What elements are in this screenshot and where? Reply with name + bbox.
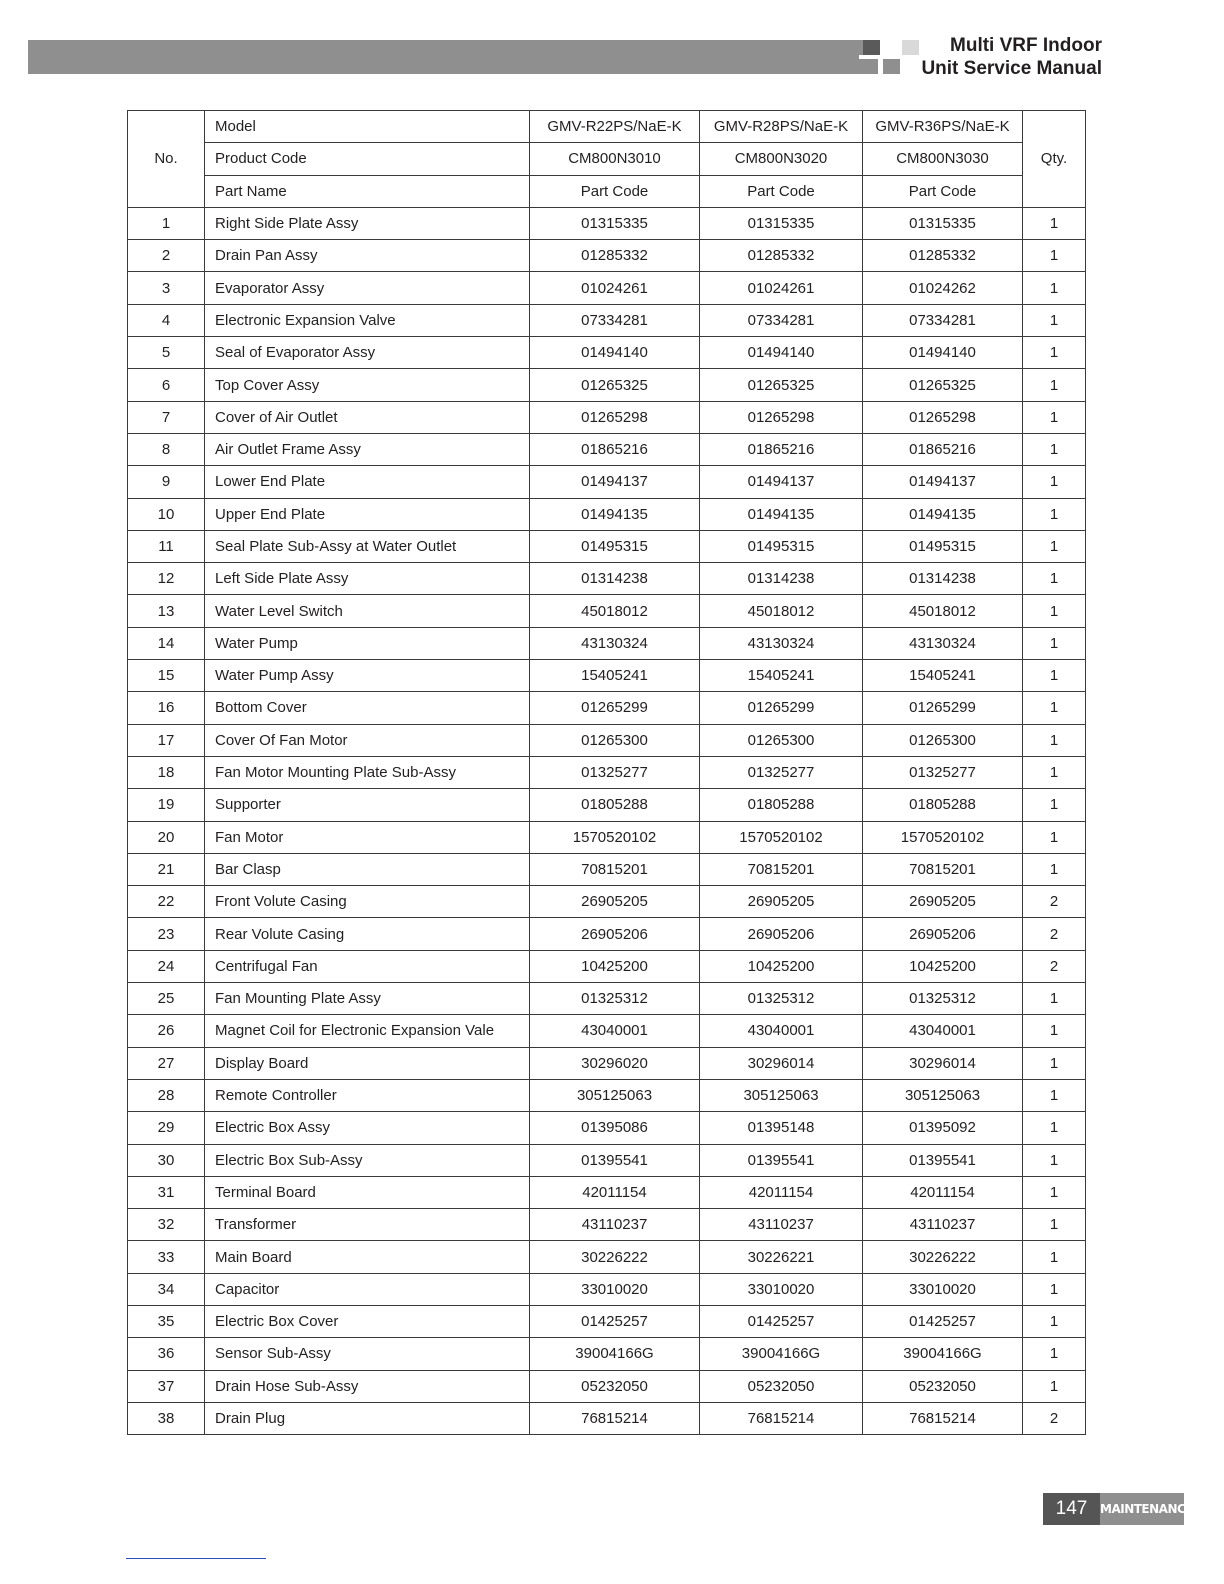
table-row <box>128 530 1086 562</box>
part-code-2: 01494140 <box>700 337 863 369</box>
quantity: 1 <box>1023 1370 1086 1402</box>
part-code-2: 43040001 <box>700 1015 863 1047</box>
part-code-2: 43110237 <box>700 1209 863 1241</box>
part-code-1: 01395086 <box>530 1112 700 1144</box>
part-name: Transformer <box>205 1209 530 1241</box>
part-code-1: 01494135 <box>530 498 700 530</box>
part-code-3: 01314238 <box>863 563 1023 595</box>
part-name: Fan Mounting Plate Assy <box>205 983 530 1015</box>
part-name: Electronic Expansion Valve <box>205 304 530 336</box>
part-code-3: 26905206 <box>863 918 1023 950</box>
row-no: 23 <box>128 918 205 950</box>
part-code-3: 01285332 <box>863 240 1023 272</box>
part-code-1: 01265298 <box>530 401 700 433</box>
quantity: 1 <box>1023 1079 1086 1111</box>
part-code-2: 45018012 <box>700 595 863 627</box>
part-code-2: 01314238 <box>700 563 863 595</box>
part-name: Magnet Coil for Electronic Expansion Vale <box>205 1015 530 1047</box>
row-no: 14 <box>128 627 205 659</box>
quantity: 1 <box>1023 756 1086 788</box>
part-name: Upper End Plate <box>205 498 530 530</box>
row-no: 28 <box>128 1079 205 1111</box>
row-no: 27 <box>128 1047 205 1079</box>
part-code-2: 07334281 <box>700 304 863 336</box>
part-code-2: 05232050 <box>700 1370 863 1402</box>
part-code-3: 10425200 <box>863 950 1023 982</box>
table-row <box>128 207 1086 239</box>
part-code-2: 01285332 <box>700 240 863 272</box>
quantity: 1 <box>1023 1305 1086 1337</box>
part-code-2: 10425200 <box>700 950 863 982</box>
part-code-2: 01425257 <box>700 1305 863 1337</box>
table-row <box>128 821 1086 853</box>
parts-table-body <box>128 111 1086 1435</box>
section-label: MAINTENANCE <box>1100 1493 1184 1525</box>
quantity: 1 <box>1023 853 1086 885</box>
row-no: 25 <box>128 983 205 1015</box>
quantity: 1 <box>1023 530 1086 562</box>
part-code-3: 01325277 <box>863 756 1023 788</box>
header-square-dark <box>863 40 880 55</box>
part-code-3: 01315335 <box>863 207 1023 239</box>
table-row <box>128 498 1086 530</box>
part-code-2: 26905205 <box>700 886 863 918</box>
part-code-1: 01495315 <box>530 530 700 562</box>
part-code-1: 01494137 <box>530 466 700 498</box>
part-code-2: 01265325 <box>700 369 863 401</box>
quantity: 1 <box>1023 1241 1086 1273</box>
row-no: 19 <box>128 789 205 821</box>
part-code-3: 76815214 <box>863 1402 1023 1434</box>
table-row <box>128 1176 1086 1208</box>
table-row <box>128 369 1086 401</box>
row-no: 37 <box>128 1370 205 1402</box>
part-name-label: Part Name <box>205 175 530 207</box>
row-no: 33 <box>128 1241 205 1273</box>
part-name: Right Side Plate Assy <box>205 207 530 239</box>
part-code-3: 01495315 <box>863 530 1023 562</box>
part-code-2: 01495315 <box>700 530 863 562</box>
part-code-2: 76815214 <box>700 1402 863 1434</box>
quantity: 1 <box>1023 821 1086 853</box>
part-name: Remote Controller <box>205 1079 530 1111</box>
quantity: 1 <box>1023 1047 1086 1079</box>
quantity: 1 <box>1023 563 1086 595</box>
part-code-2: 42011154 <box>700 1176 863 1208</box>
part-code-1: 01265300 <box>530 724 700 756</box>
part-code-1: 01315335 <box>530 207 700 239</box>
model-1: GMV-R22PS/NaE-K <box>530 111 700 143</box>
part-code-2: 33010020 <box>700 1273 863 1305</box>
row-no: 38 <box>128 1402 205 1434</box>
table-row <box>128 1241 1086 1273</box>
part-code-2: 01865216 <box>700 433 863 465</box>
table-row <box>128 433 1086 465</box>
row-no: 15 <box>128 660 205 692</box>
table-row <box>128 304 1086 336</box>
part-code-3: 01805288 <box>863 789 1023 821</box>
quantity: 2 <box>1023 886 1086 918</box>
quantity: 1 <box>1023 595 1086 627</box>
row-no: 36 <box>128 1338 205 1370</box>
row-no: 16 <box>128 692 205 724</box>
part-code-label-1: Part Code <box>530 175 700 207</box>
part-code-2: 15405241 <box>700 660 863 692</box>
row-no: 5 <box>128 337 205 369</box>
part-name: Front Volute Casing <box>205 886 530 918</box>
qty-header: Qty. <box>1023 111 1086 208</box>
part-code-1: 26905205 <box>530 886 700 918</box>
row-no: 26 <box>128 1015 205 1047</box>
model-label: Model <box>205 111 530 143</box>
part-code-1: 43110237 <box>530 1209 700 1241</box>
table-row <box>128 1273 1086 1305</box>
part-code-1: 05232050 <box>530 1370 700 1402</box>
part-code-2: 39004166G <box>700 1338 863 1370</box>
document-title-line2: Unit Service Manual <box>921 58 1102 79</box>
part-name: Fan Motor <box>205 821 530 853</box>
header-bar <box>28 40 878 74</box>
part-code-3: 01395541 <box>863 1144 1023 1176</box>
table-row <box>128 1370 1086 1402</box>
part-name: Main Board <box>205 1241 530 1273</box>
part-name: Water Pump <box>205 627 530 659</box>
row-no: 7 <box>128 401 205 433</box>
part-code-3: 30296014 <box>863 1047 1023 1079</box>
part-name: Water Level Switch <box>205 595 530 627</box>
header-row-model <box>128 111 1086 143</box>
part-code-1: 76815214 <box>530 1402 700 1434</box>
part-name: Bottom Cover <box>205 692 530 724</box>
part-code-1: 10425200 <box>530 950 700 982</box>
part-code-1: 01325277 <box>530 756 700 788</box>
row-no: 29 <box>128 1112 205 1144</box>
row-no: 31 <box>128 1176 205 1208</box>
quantity: 1 <box>1023 207 1086 239</box>
row-no: 32 <box>128 1209 205 1241</box>
header-square-medium <box>883 59 900 74</box>
part-code-1: 26905206 <box>530 918 700 950</box>
quantity: 1 <box>1023 1015 1086 1047</box>
part-code-2: 70815201 <box>700 853 863 885</box>
part-name: Drain Hose Sub-Assy <box>205 1370 530 1402</box>
part-code-1: 01325312 <box>530 983 700 1015</box>
quantity: 2 <box>1023 918 1086 950</box>
part-code-2: 01265300 <box>700 724 863 756</box>
row-no: 9 <box>128 466 205 498</box>
part-code-2: 01325277 <box>700 756 863 788</box>
table-row <box>128 337 1086 369</box>
part-code-3: 01024262 <box>863 272 1023 304</box>
part-code-3: 1570520102 <box>863 821 1023 853</box>
part-code-1: 305125063 <box>530 1079 700 1111</box>
table-row <box>128 466 1086 498</box>
part-code-1: 01805288 <box>530 789 700 821</box>
part-code-3: 01395092 <box>863 1112 1023 1144</box>
table-row <box>128 1079 1086 1111</box>
part-code-1: 01425257 <box>530 1305 700 1337</box>
quantity: 1 <box>1023 983 1086 1015</box>
row-no: 17 <box>128 724 205 756</box>
table-row <box>128 660 1086 692</box>
quantity: 1 <box>1023 304 1086 336</box>
part-code-1: 43130324 <box>530 627 700 659</box>
quantity: 2 <box>1023 950 1086 982</box>
part-name: Display Board <box>205 1047 530 1079</box>
quantity: 1 <box>1023 1176 1086 1208</box>
part-code-1: 45018012 <box>530 595 700 627</box>
header-square-gap <box>859 55 884 59</box>
part-code-1: 70815201 <box>530 853 700 885</box>
row-no: 8 <box>128 433 205 465</box>
table-row <box>128 272 1086 304</box>
part-code-1: 33010020 <box>530 1273 700 1305</box>
part-code-1: 30296020 <box>530 1047 700 1079</box>
part-code-3: 01494140 <box>863 337 1023 369</box>
part-code-3: 01494137 <box>863 466 1023 498</box>
part-code-2: 01265299 <box>700 692 863 724</box>
part-name: Water Pump Assy <box>205 660 530 692</box>
quantity: 1 <box>1023 433 1086 465</box>
quantity: 1 <box>1023 1144 1086 1176</box>
table-row <box>128 1338 1086 1370</box>
part-code-2: 01494137 <box>700 466 863 498</box>
part-code-1: 1570520102 <box>530 821 700 853</box>
part-code-1: 01024261 <box>530 272 700 304</box>
quantity: 1 <box>1023 1338 1086 1370</box>
part-name: Lower End Plate <box>205 466 530 498</box>
part-code-1: 07334281 <box>530 304 700 336</box>
part-code-3: 05232050 <box>863 1370 1023 1402</box>
part-code-1: 01265299 <box>530 692 700 724</box>
row-no: 6 <box>128 369 205 401</box>
quantity: 1 <box>1023 498 1086 530</box>
part-name: Capacitor <box>205 1273 530 1305</box>
part-code-2: 26905206 <box>700 918 863 950</box>
part-code-3: 01425257 <box>863 1305 1023 1337</box>
table-row <box>128 1015 1086 1047</box>
quantity: 1 <box>1023 1209 1086 1241</box>
product-code-label: Product Code <box>205 143 530 175</box>
quantity: 1 <box>1023 272 1086 304</box>
part-code-2: 01805288 <box>700 789 863 821</box>
part-code-3: 01265298 <box>863 401 1023 433</box>
part-code-3: 01494135 <box>863 498 1023 530</box>
table-row <box>128 1047 1086 1079</box>
model-2: GMV-R28PS/NaE-K <box>700 111 863 143</box>
part-code-1: 42011154 <box>530 1176 700 1208</box>
part-name: Electric Box Assy <box>205 1112 530 1144</box>
row-no: 22 <box>128 886 205 918</box>
row-no: 10 <box>128 498 205 530</box>
row-no: 35 <box>128 1305 205 1337</box>
row-no: 30 <box>128 1144 205 1176</box>
part-code-3: 30226222 <box>863 1241 1023 1273</box>
table-row <box>128 950 1086 982</box>
table-row <box>128 1209 1086 1241</box>
part-name: Fan Motor Mounting Plate Sub-Assy <box>205 756 530 788</box>
part-code-3: 70815201 <box>863 853 1023 885</box>
quantity: 1 <box>1023 369 1086 401</box>
row-no: 12 <box>128 563 205 595</box>
part-name: Top Cover Assy <box>205 369 530 401</box>
part-code-3: 43110237 <box>863 1209 1023 1241</box>
part-code-3: 01265325 <box>863 369 1023 401</box>
row-no: 21 <box>128 853 205 885</box>
table-row <box>128 563 1086 595</box>
quantity: 1 <box>1023 627 1086 659</box>
part-code-2: 01265298 <box>700 401 863 433</box>
quantity: 1 <box>1023 724 1086 756</box>
header-row-product-code <box>128 143 1086 175</box>
quantity: 1 <box>1023 466 1086 498</box>
part-code-3: 43130324 <box>863 627 1023 659</box>
part-code-2: 01494135 <box>700 498 863 530</box>
table-row <box>128 627 1086 659</box>
quantity: 1 <box>1023 660 1086 692</box>
row-no: 18 <box>128 756 205 788</box>
part-code-3: 45018012 <box>863 595 1023 627</box>
part-code-3: 01865216 <box>863 433 1023 465</box>
part-code-3: 07334281 <box>863 304 1023 336</box>
part-code-2: 01395148 <box>700 1112 863 1144</box>
part-code-1: 15405241 <box>530 660 700 692</box>
part-code-2: 01395541 <box>700 1144 863 1176</box>
row-no: 3 <box>128 272 205 304</box>
part-code-2: 01024261 <box>700 272 863 304</box>
part-code-2: 30226221 <box>700 1241 863 1273</box>
part-code-1: 01395541 <box>530 1144 700 1176</box>
document-title-line1: Multi VRF Indoor <box>950 35 1102 56</box>
page-number: 147 <box>1043 1493 1100 1525</box>
part-code-3: 42011154 <box>863 1176 1023 1208</box>
table-row <box>128 853 1086 885</box>
model-3: GMV-R36PS/NaE-K <box>863 111 1023 143</box>
part-code-1: 01314238 <box>530 563 700 595</box>
part-code-3: 26905205 <box>863 886 1023 918</box>
part-name: Centrifugal Fan <box>205 950 530 982</box>
row-no: 34 <box>128 1273 205 1305</box>
table-row <box>128 1144 1086 1176</box>
table-row <box>128 1305 1086 1337</box>
header-row-part-name <box>128 175 1086 207</box>
row-no: 13 <box>128 595 205 627</box>
footnote-rule <box>126 1558 266 1559</box>
table-row <box>128 789 1086 821</box>
part-code-label-2: Part Code <box>700 175 863 207</box>
part-code-2: 305125063 <box>700 1079 863 1111</box>
part-name: Left Side Plate Assy <box>205 563 530 595</box>
table-row <box>128 886 1086 918</box>
table-row <box>128 918 1086 950</box>
part-code-label-3: Part Code <box>863 175 1023 207</box>
part-code-1: 39004166G <box>530 1338 700 1370</box>
header-square-light <box>902 40 919 55</box>
part-name: Air Outlet Frame Assy <box>205 433 530 465</box>
part-code-3: 33010020 <box>863 1273 1023 1305</box>
table-row <box>128 692 1086 724</box>
quantity: 1 <box>1023 240 1086 272</box>
quantity: 1 <box>1023 337 1086 369</box>
part-code-3: 39004166G <box>863 1338 1023 1370</box>
quantity: 1 <box>1023 1112 1086 1144</box>
part-code-2: 01315335 <box>700 207 863 239</box>
product-code-2: CM800N3020 <box>700 143 863 175</box>
row-no: 11 <box>128 530 205 562</box>
part-code-3: 43040001 <box>863 1015 1023 1047</box>
part-name: Drain Pan Assy <box>205 240 530 272</box>
table-row <box>128 401 1086 433</box>
part-name: Seal Plate Sub-Assy at Water Outlet <box>205 530 530 562</box>
part-name: Electric Box Sub-Assy <box>205 1144 530 1176</box>
part-name: Cover of Air Outlet <box>205 401 530 433</box>
no-header: No. <box>128 111 205 208</box>
row-no: 20 <box>128 821 205 853</box>
row-no: 1 <box>128 207 205 239</box>
part-name: Rear Volute Casing <box>205 918 530 950</box>
part-code-1: 30226222 <box>530 1241 700 1273</box>
part-code-1: 01285332 <box>530 240 700 272</box>
part-name: Sensor Sub-Assy <box>205 1338 530 1370</box>
part-name: Electric Box Cover <box>205 1305 530 1337</box>
part-code-2: 43130324 <box>700 627 863 659</box>
quantity: 1 <box>1023 789 1086 821</box>
quantity: 2 <box>1023 1402 1086 1434</box>
table-row <box>128 240 1086 272</box>
part-code-3: 01265299 <box>863 692 1023 724</box>
row-no: 24 <box>128 950 205 982</box>
part-code-3: 01325312 <box>863 983 1023 1015</box>
part-name: Seal of Evaporator Assy <box>205 337 530 369</box>
product-code-1: CM800N3010 <box>530 143 700 175</box>
part-name: Supporter <box>205 789 530 821</box>
table-row <box>128 1112 1086 1144</box>
part-code-3: 15405241 <box>863 660 1023 692</box>
part-name: Drain Plug <box>205 1402 530 1434</box>
part-code-2: 1570520102 <box>700 821 863 853</box>
part-name: Bar Clasp <box>205 853 530 885</box>
part-code-1: 01494140 <box>530 337 700 369</box>
part-name: Cover Of Fan Motor <box>205 724 530 756</box>
part-name: Terminal Board <box>205 1176 530 1208</box>
part-code-1: 43040001 <box>530 1015 700 1047</box>
table-row <box>128 756 1086 788</box>
part-name: Evaporator Assy <box>205 272 530 304</box>
row-no: 2 <box>128 240 205 272</box>
part-code-3: 305125063 <box>863 1079 1023 1111</box>
parts-table <box>127 110 1086 1435</box>
table-row <box>128 1402 1086 1434</box>
product-code-3: CM800N3030 <box>863 143 1023 175</box>
quantity: 1 <box>1023 692 1086 724</box>
table-row <box>128 983 1086 1015</box>
table-row <box>128 595 1086 627</box>
table-row <box>128 724 1086 756</box>
document-title <box>921 34 1102 80</box>
part-code-1: 01265325 <box>530 369 700 401</box>
quantity: 1 <box>1023 401 1086 433</box>
part-code-2: 01325312 <box>700 983 863 1015</box>
row-no: 4 <box>128 304 205 336</box>
part-code-1: 01865216 <box>530 433 700 465</box>
part-code-3: 01265300 <box>863 724 1023 756</box>
quantity: 1 <box>1023 1273 1086 1305</box>
part-code-2: 30296014 <box>700 1047 863 1079</box>
